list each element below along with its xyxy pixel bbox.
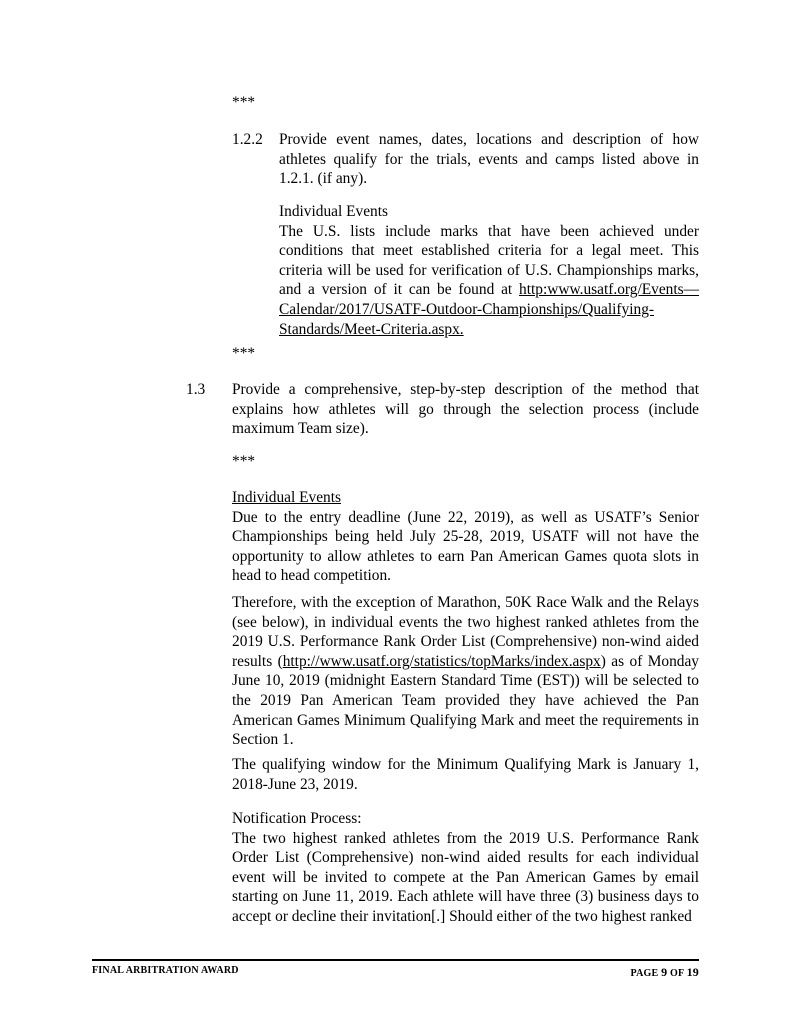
footer-page-label: PAGE (630, 968, 659, 979)
footer-total-pages: 19 (686, 965, 699, 979)
section-1-2-2-text: Provide event names, dates, locations and description of how athletes qualify for the trials, events and camps listed above in 1.2.1. (if any). (279, 131, 699, 188)
notification-text: The two highest ranked athletes from the 2019 U.S. Performance Rank Order List (Comprehensive) non-wind aided results for each individual event will be invited to compete at the Pan American Games by email starting on June 11, 2019. Each athlete will have three (3) business days to accept or decline their invitation[.] Should either of the two highest ranked (232, 829, 699, 925)
individual-events-block-1 (279, 202, 699, 339)
footer-current-page: 9 (661, 965, 668, 979)
section-number-1-2-2: 1.2.2 (232, 131, 263, 148)
qualifying-window-text: The qualifying window for the Minimum Qualifying Mark is January 1, 2018-June 23, 2019. (232, 756, 699, 793)
section-1-3-text: Provide a comprehensive, step-by-step description of the method that explains how athletes will go through the selection process (include maximum Team size). (232, 381, 699, 438)
individual-events-heading: Individual Events (279, 203, 388, 220)
separator-stars: *** (232, 453, 256, 470)
individual-events-block-2 (232, 488, 699, 586)
selection-text-end: ) as of Monday June 10, 2019 (midnight Eastern Standard Time (EST)) will be selected to the 2019 Pan American Team provided they have achieved the Pan American Games Minimum Qualifying Mark and meet the requirements in Section 1. (232, 652, 700, 749)
separator-stars: *** (232, 345, 256, 362)
footer-of-label: OF (669, 968, 684, 979)
meet-criteria-text: The U.S. lists include marks that have been achieved under conditions that meet established criteria for a legal meet. This criteria will be used for verification of U.S. Championships marks, and a version of it can be found at (279, 222, 699, 299)
selection-text-start: Therefore, with the exception of Marathon, 50K Race Walk and the Relays (see below), in individual events the two highest ranked athletes from the 2019 U.S. Performance Rank Order List (Comprehensive) non-wind aided results ( (232, 594, 699, 670)
meet-criteria-link[interactable]: http:www.usatf.org/Events—Calendar/2017/USATF-Outdoor-Championships/Qualifying-Standards/Meet-Criteria.aspx. (279, 281, 699, 338)
notification-block (232, 809, 699, 927)
individual-events-heading: Individual Events (232, 489, 341, 506)
separator-stars: *** (232, 94, 256, 111)
notification-heading: Notification Process: (232, 810, 362, 827)
footer-rule (92, 959, 699, 961)
entry-deadline-text: Due to the entry deadline (June 22, 2019), as well as USATF’s Senior Championships being held July 25-28, 2019, USATF will not have the opportunity to allow athletes to earn Pan American Games quota slots in head to head competition. (232, 508, 699, 585)
selection-paragraph (232, 593, 699, 750)
top-marks-link[interactable]: http://www.usatf.org/statistics/topMarks/index.aspx (282, 652, 601, 670)
footer-page-number (631, 965, 699, 980)
section-number-1-3: 1.3 (186, 381, 206, 398)
footer-title: FINAL ARBITRATION AWARD (92, 965, 239, 976)
